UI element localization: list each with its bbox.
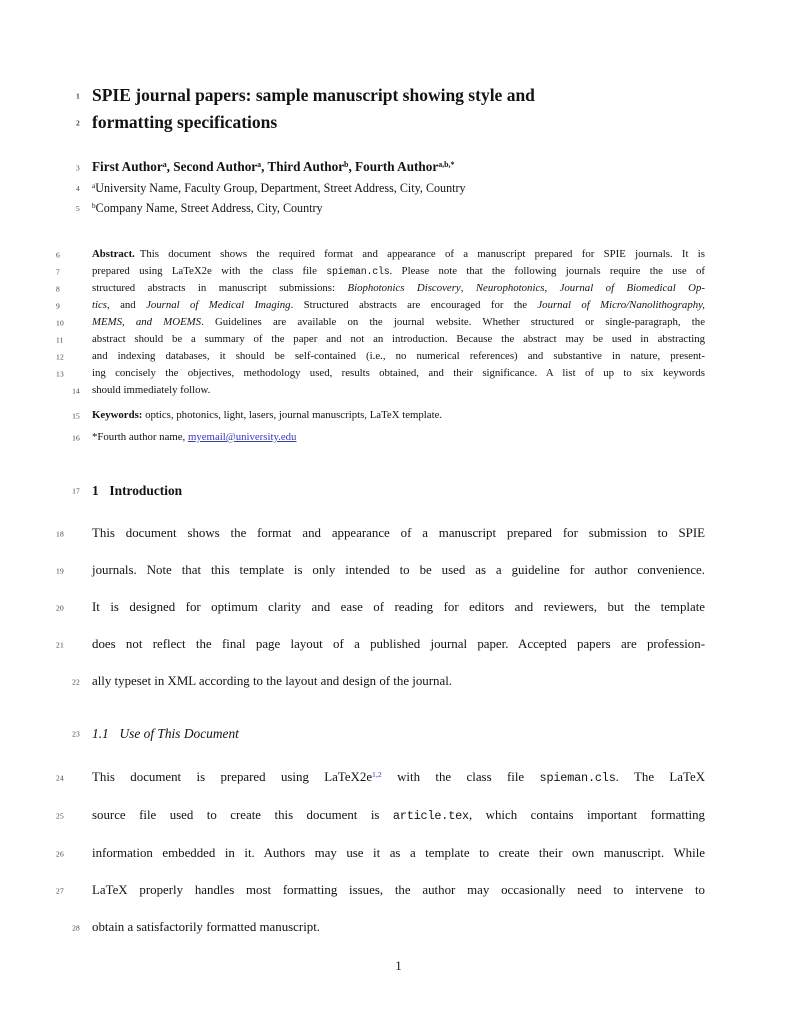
paper-title <box>76 82 705 136</box>
line-number: 5 <box>76 204 80 213</box>
text-segment: , <box>544 282 560 294</box>
text-segment: with the class file <box>381 770 540 784</box>
text-segment: ally typeset in XML according to the layout and design of the journal. <box>92 674 453 688</box>
text-segment: . Guidelines are available on the journal website. Whether structured or single-paragraph, the <box>201 316 705 328</box>
text-segment: ing concisely the objectives, methodology used, results obtained, and their significance. A list of up to six keywords <box>92 367 705 379</box>
line-number: 2 <box>76 118 80 127</box>
text-line <box>76 157 705 178</box>
line-number: 24 <box>56 773 64 783</box>
text-segment: does not reflect the final page layout of a published journal paper. Accepted papers are profession- <box>92 637 705 651</box>
text-segment: a <box>257 160 262 170</box>
text-line <box>56 872 705 909</box>
page-number: 1 <box>395 959 402 973</box>
affiliations <box>76 179 705 219</box>
line-number: 14 <box>72 386 80 395</box>
text-segment: First Author <box>92 159 163 174</box>
text-segment: University Name, Faculty Group, Department, Street Address, City, Country <box>95 181 466 195</box>
use-of-document-paragraph <box>56 759 706 946</box>
line-number: 3 <box>76 163 80 172</box>
text-line <box>56 589 705 626</box>
text-segment: Abstract. <box>92 248 135 260</box>
text-segment: LaTeX properly handles most formatting issues, the author may occasionally need to intervene to <box>92 883 705 897</box>
text-segment: This document shows the required format and appearance of a manuscript prepared for SPIE journals. It is <box>139 248 705 260</box>
line-number: 11 <box>56 335 64 344</box>
text-line <box>56 835 705 872</box>
line-number: 20 <box>56 603 64 612</box>
text-line <box>72 909 705 946</box>
line-number: 22 <box>72 677 80 686</box>
text-segment: source file used to create this document is <box>92 808 393 822</box>
text-segment: a,b,* <box>438 160 455 170</box>
text-line <box>56 348 705 365</box>
text-segment: spieman.cls <box>539 771 616 785</box>
text-segment: , Third Author <box>261 159 345 174</box>
line-number: 9 <box>56 301 60 310</box>
text-segment: prepared using LaTeX2e with the class file <box>92 265 327 277</box>
text-line <box>56 797 705 835</box>
line-number: 13 <box>56 369 64 378</box>
text-segment: Introduction <box>109 483 183 498</box>
text-segment: Journal of Medical Imaging <box>146 299 291 311</box>
text-segment: This document shows the format and appearance of a manuscript prepared for submission to SPIE <box>92 526 705 540</box>
text-segment: spieman.cls <box>326 266 390 277</box>
abstract <box>56 246 706 399</box>
text-segment: Company Name, Street Address, City, Country <box>95 201 323 215</box>
text-segment: should immediately follow. <box>92 384 211 396</box>
keywords <box>72 408 705 423</box>
text-segment: a <box>92 182 96 191</box>
text-segment: . The LaTeX <box>615 770 706 784</box>
text-segment: Journal of Micro/Nanolithography, <box>537 299 706 311</box>
line-number: 25 <box>56 811 64 821</box>
line-number: 4 <box>76 184 80 193</box>
text-segment: It is designed for optimum clarity and ease of reading for editors and reviewers, but the template <box>92 600 705 614</box>
text-line <box>56 280 705 297</box>
line-number: 26 <box>56 849 64 858</box>
text-line <box>56 626 705 663</box>
line-number: 23 <box>72 729 80 738</box>
text-segment: journals. Note that this template is only intended to be used as a guideline for author convenience. <box>92 563 705 577</box>
text-segment: . Structured abstracts are encouraged for the <box>290 299 538 311</box>
text-line <box>72 408 705 423</box>
text-segment: Keywords: <box>92 409 143 421</box>
text-line <box>76 82 705 109</box>
text-line <box>56 263 705 280</box>
text-segment: a <box>162 160 167 170</box>
text-segment: obtain a satisfactorily formatted manuscript. <box>92 920 321 934</box>
text-line <box>72 481 705 500</box>
introduction-paragraph <box>56 515 705 700</box>
text-line <box>56 297 706 314</box>
text-segment: Use of This Document <box>119 726 239 741</box>
author-list <box>76 157 705 178</box>
email-link[interactable]: myemail@university.edu <box>187 431 297 443</box>
line-number: 27 <box>56 886 64 895</box>
text-segment: 1 <box>92 483 99 498</box>
text-line <box>72 382 705 399</box>
line-number: 8 <box>56 284 60 293</box>
line-number: 18 <box>56 529 64 538</box>
text-segment: Neurophotonics <box>475 282 545 294</box>
text-segment: , and <box>107 299 147 311</box>
line-number: 16 <box>72 433 80 442</box>
text-segment: This document is prepared using LaTeX2e <box>92 770 373 784</box>
text-segment: abstract should be a summary of the paper and not an introduction. Because the abstract may be used in abstracting <box>92 333 705 345</box>
text-segment: optics, photonics, light, lasers, journal manuscripts, LaTeX template. <box>142 409 443 421</box>
section-heading-introduction <box>72 481 705 500</box>
text-segment: tics <box>92 299 107 311</box>
text-segment: , Second Author <box>166 159 258 174</box>
text-segment: MEMS, and MOEMS <box>92 316 202 328</box>
text-segment: Journal of Biomedical Op- <box>559 282 705 294</box>
line-number: 19 <box>56 566 64 575</box>
line-number: 28 <box>72 923 80 932</box>
citation-link[interactable]: 1,2 <box>372 770 382 780</box>
subsection-heading-use-of-this-document <box>72 724 705 743</box>
text-segment: , <box>460 282 476 294</box>
text-segment: structured abstracts in manuscript submissions: <box>92 282 348 294</box>
text-segment: 1.1 <box>92 726 109 741</box>
text-segment: , Fourth Author <box>348 159 439 174</box>
text-line <box>56 552 705 589</box>
line-number: 1 <box>76 91 80 100</box>
text-line <box>56 515 705 552</box>
line-number: 6 <box>56 250 60 259</box>
text-line <box>56 331 705 348</box>
text-line <box>72 663 705 700</box>
text-segment: . Please note that the following journals require the use of <box>389 265 705 277</box>
text-segment: and indexing databases, it should be self-contained (i.e., no numerical references) and substantive in nature, present- <box>92 350 705 362</box>
text-segment: article.tex <box>392 809 469 823</box>
text-line <box>56 365 705 382</box>
text-line <box>56 246 705 263</box>
text-segment: b <box>344 160 349 170</box>
text-line <box>56 314 705 331</box>
line-number: 17 <box>72 486 80 495</box>
text-segment: *Fourth author name, <box>92 431 188 443</box>
text-line <box>76 109 705 136</box>
line-number: 15 <box>72 411 80 420</box>
text-segment: Biophotonics Discovery <box>347 282 461 294</box>
text-segment: b <box>92 202 96 211</box>
text-segment: SPIE journal papers: sample manuscript showing style and <box>92 85 535 105</box>
text-segment: information embedded in it. Authors may use it as a template to create their own manuscript. While <box>92 846 705 860</box>
text-line <box>76 199 705 219</box>
line-number: 7 <box>56 267 60 276</box>
line-number: 10 <box>56 318 64 327</box>
corresponding-author-note <box>72 430 705 445</box>
text-segment: , which contains important formatting <box>468 808 705 822</box>
text-line <box>72 724 705 743</box>
line-number: 12 <box>56 352 64 361</box>
text-segment: formatting specifications <box>92 112 278 132</box>
text-line <box>76 179 705 199</box>
text-line <box>56 759 706 797</box>
line-number: 21 <box>56 640 64 649</box>
text-line <box>72 430 705 445</box>
